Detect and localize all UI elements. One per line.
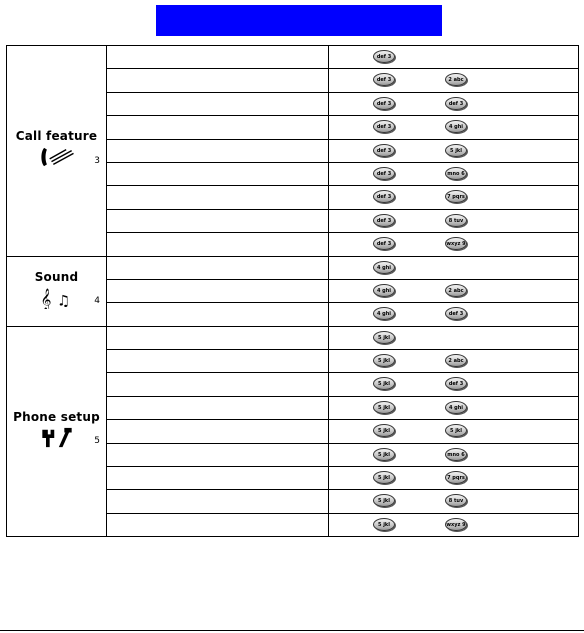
key-sequence-cell [329, 396, 579, 419]
keypad-key-icon [373, 190, 395, 203]
svg-text:♫: ♫ [56, 291, 70, 309]
keypad-key-icon [373, 401, 395, 414]
keypad-key-icon [373, 167, 395, 180]
key-label: 2 abc [448, 77, 464, 84]
key-label: wxyz 9 [446, 241, 466, 248]
menu-item-name-cell [107, 513, 329, 536]
group-number: 5 [94, 436, 100, 447]
key-label: def 3 [448, 381, 464, 388]
key-label: def 3 [448, 100, 464, 107]
keypad-key-icon [445, 401, 467, 414]
key-sequence-cell [329, 326, 579, 349]
key-label: 4 ghi [376, 264, 392, 271]
menu-item-name-cell [107, 326, 329, 349]
key-sequence-cell [329, 467, 579, 490]
keypad-key-icon [445, 190, 467, 203]
keypad-key-icon [373, 424, 395, 437]
key-sequence-cell [329, 490, 579, 513]
keypad-key-icon [373, 494, 395, 507]
key-sequence-cell [329, 116, 579, 139]
menu-item-name-cell [107, 186, 329, 209]
menu-item-name-cell [107, 303, 329, 326]
keypad-key-icon [373, 284, 395, 297]
keypad-key-icon [373, 144, 395, 157]
keypad-key-icon [445, 214, 467, 227]
keypad-key-icon [445, 97, 467, 110]
key-label: mno 6 [447, 451, 465, 458]
menu-group-cell [7, 256, 107, 326]
phone-call-icon [7, 146, 106, 168]
key-sequence-cell [329, 420, 579, 443]
key-label: 5 jkl [378, 428, 390, 435]
key-label: def 3 [376, 77, 392, 84]
page-divider [0, 630, 584, 631]
menu-group-cell [7, 326, 107, 537]
key-sequence-cell [329, 46, 579, 69]
key-label: def 3 [448, 311, 464, 318]
key-sequence-cell [329, 443, 579, 466]
menu-item-name-cell [107, 69, 329, 92]
keypad-key-icon [373, 214, 395, 227]
menu-item-name-cell [107, 350, 329, 373]
keypad-key-icon [373, 331, 395, 344]
key-sequence-cell [329, 350, 579, 373]
keypad-key-icon [445, 144, 467, 157]
key-label: def 3 [376, 194, 392, 201]
keypad-key-icon [445, 167, 467, 180]
keypad-key-icon [445, 237, 467, 250]
menu-item-name-cell [107, 443, 329, 466]
key-label: 2 abc [448, 358, 464, 365]
table-row [7, 46, 579, 69]
keypad-key-icon [373, 377, 395, 390]
keypad-key-icon [373, 73, 395, 86]
key-label: def 3 [376, 241, 392, 248]
group-title: Sound [34, 269, 79, 284]
music-notes-icon [7, 287, 106, 309]
keypad-key-icon [373, 518, 395, 531]
key-label: 4 ghi [448, 124, 464, 131]
key-sequence-cell [329, 139, 579, 162]
key-label: 5 jkl [378, 381, 390, 388]
keypad-key-icon [445, 377, 467, 390]
keypad-key-icon [445, 307, 467, 320]
group-number: 3 [94, 155, 100, 166]
svg-text:𝄞: 𝄞 [40, 288, 51, 309]
key-label: def 3 [376, 147, 392, 154]
menu-item-name-cell [107, 46, 329, 69]
keypad-key-icon [445, 284, 467, 297]
key-label: 4 ghi [448, 404, 464, 411]
keypad-key-icon [373, 97, 395, 110]
key-label: 7 pqrs [447, 194, 465, 201]
keypad-key-icon [373, 120, 395, 133]
key-label: 4 ghi [376, 311, 392, 318]
group-title: Phone setup [13, 409, 100, 424]
key-label: def 3 [376, 124, 392, 131]
key-label: 5 jkl [450, 147, 462, 154]
menu-shortcut-table [6, 45, 579, 537]
menu-item-name-cell [107, 396, 329, 419]
menu-item-name-cell [107, 373, 329, 396]
key-label: 8 tuv [448, 217, 464, 224]
key-label: 8 tuv [448, 498, 464, 505]
keypad-key-icon [373, 354, 395, 367]
key-label: wxyz 9 [446, 521, 466, 528]
menu-item-name-cell [107, 92, 329, 115]
key-label: def 3 [376, 217, 392, 224]
key-sequence-cell [329, 513, 579, 536]
key-label: 5 jkl [378, 451, 390, 458]
keypad-key-icon [445, 518, 467, 531]
keypad-key-icon [445, 494, 467, 507]
menu-item-name-cell [107, 420, 329, 443]
menu-item-name-cell [107, 490, 329, 513]
key-label: 5 jkl [378, 334, 390, 341]
group-number: 4 [94, 296, 100, 307]
group-title: Call feature [15, 129, 98, 144]
key-label: 5 jkl [450, 428, 462, 435]
key-sequence-cell [329, 69, 579, 92]
menu-item-name-cell [107, 139, 329, 162]
menu-item-name-cell [107, 467, 329, 490]
menu-item-name-cell [107, 209, 329, 232]
key-sequence-cell [329, 186, 579, 209]
menu-item-name-cell [107, 116, 329, 139]
key-label: def 3 [376, 170, 392, 177]
menu-group-cell [7, 46, 107, 257]
key-label: 5 jkl [378, 358, 390, 365]
table-row [7, 256, 579, 279]
keypad-key-icon [445, 424, 467, 437]
key-label: 5 jkl [378, 521, 390, 528]
menu-item-name-cell [107, 233, 329, 256]
key-label: mno 6 [447, 170, 465, 177]
keypad-key-icon [445, 73, 467, 86]
key-label: 2 abc [448, 287, 464, 294]
keypad-key-icon [373, 307, 395, 320]
keypad-key-icon [445, 448, 467, 461]
menu-item-name-cell [107, 256, 329, 279]
menu-item-name-cell [107, 279, 329, 302]
key-label: 5 jkl [378, 475, 390, 482]
key-sequence-cell [329, 256, 579, 279]
key-label: def 3 [376, 100, 392, 107]
keypad-key-icon [445, 354, 467, 367]
header-banner [156, 5, 442, 36]
key-label: def 3 [376, 54, 392, 60]
key-sequence-cell [329, 209, 579, 232]
key-sequence-cell [329, 303, 579, 326]
key-label: 4 ghi [376, 287, 392, 294]
keypad-key-icon [445, 471, 467, 484]
menu-item-name-cell [107, 162, 329, 185]
key-label: 5 jkl [378, 404, 390, 411]
keypad-key-icon [373, 50, 395, 63]
key-label: 5 jkl [378, 498, 390, 505]
key-sequence-cell [329, 233, 579, 256]
key-sequence-cell [329, 92, 579, 115]
keypad-key-icon [373, 471, 395, 484]
key-sequence-cell [329, 373, 579, 396]
key-label: 7 pqrs [447, 475, 465, 482]
keypad-key-icon [373, 448, 395, 461]
table-row [7, 326, 579, 349]
keypad-key-icon [373, 261, 395, 274]
keypad-key-icon [445, 120, 467, 133]
tools-icon [7, 427, 106, 449]
key-sequence-cell [329, 279, 579, 302]
key-sequence-cell [329, 162, 579, 185]
keypad-key-icon [373, 237, 395, 250]
